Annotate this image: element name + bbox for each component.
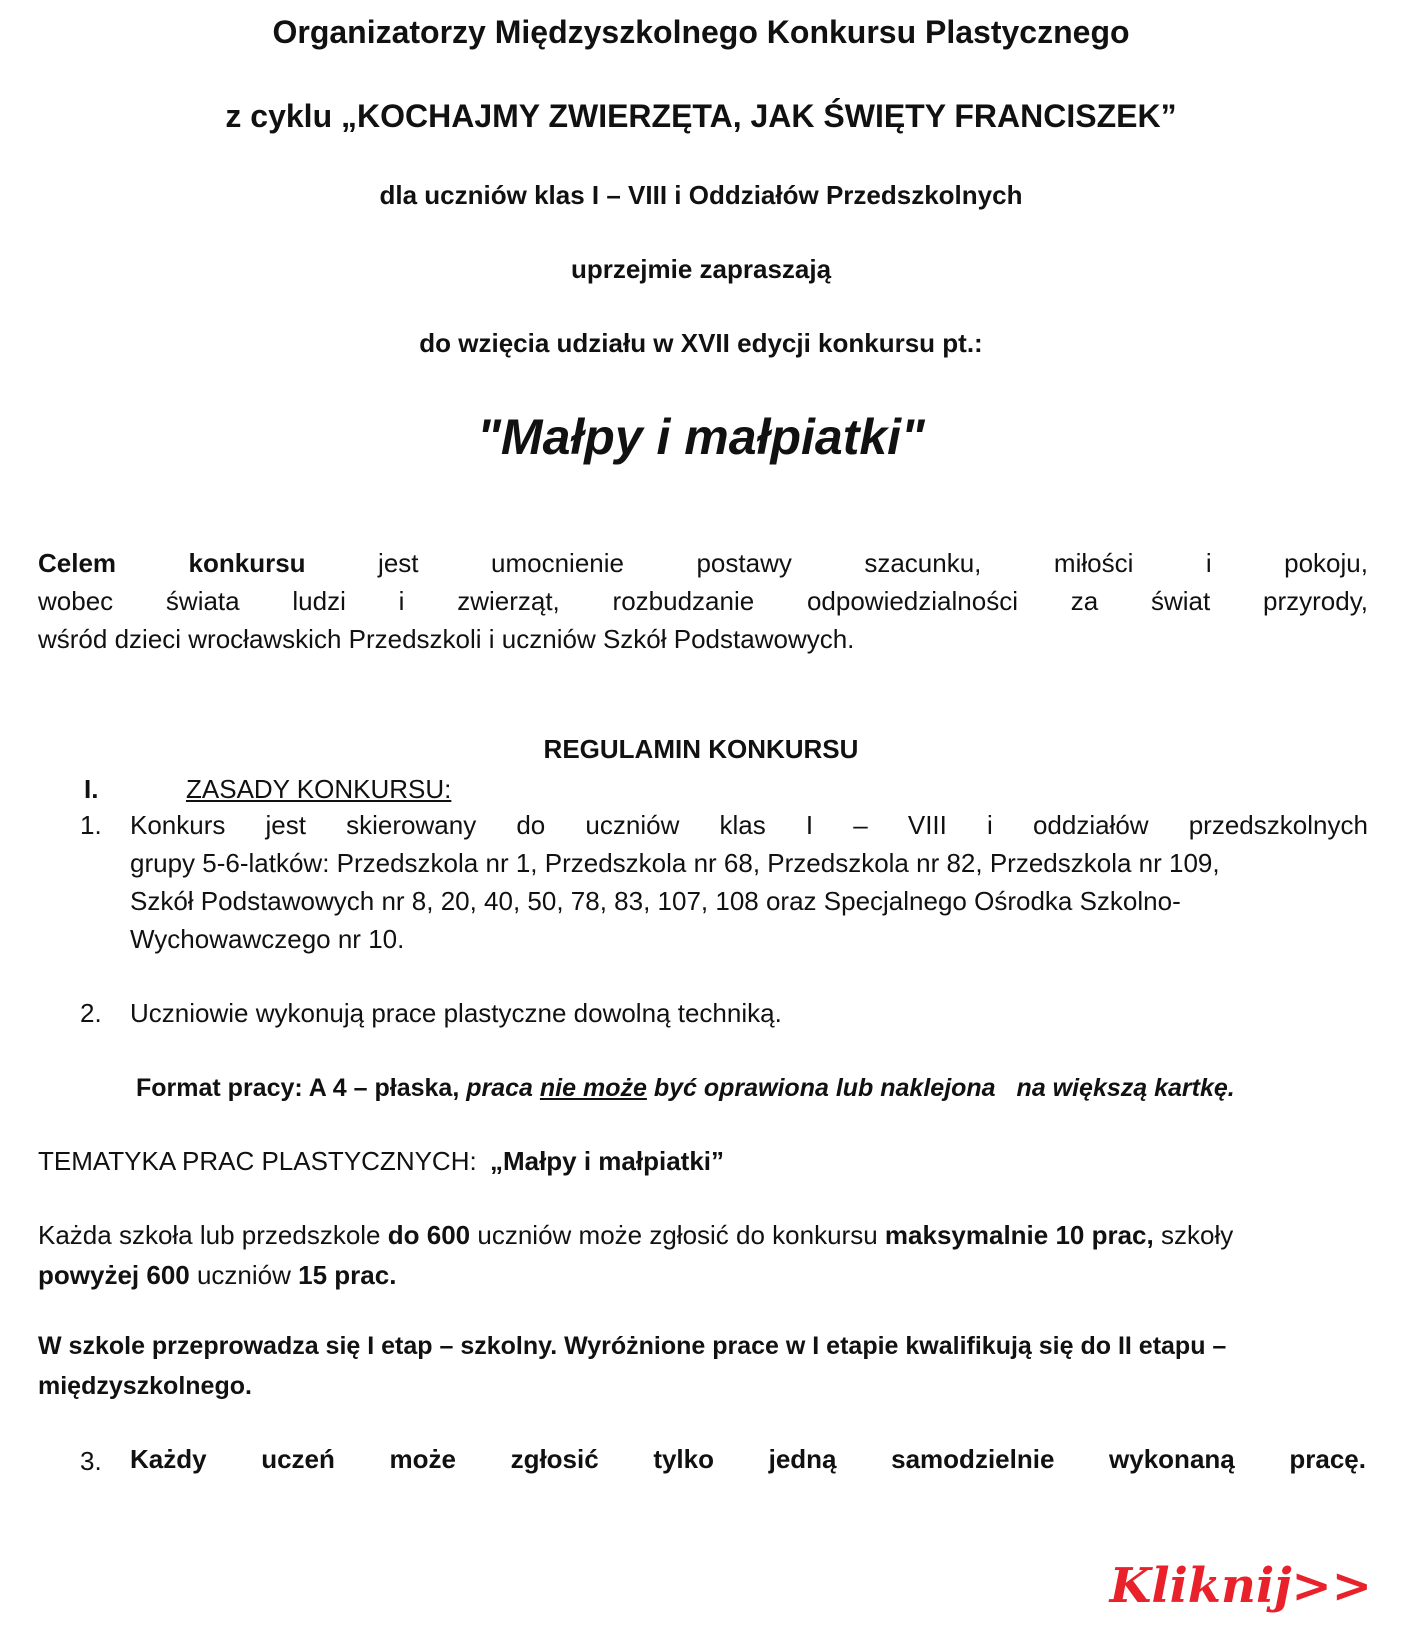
item-word: do xyxy=(516,810,546,840)
item-word: skierowany xyxy=(346,810,477,840)
goal-word: przyrody, xyxy=(1263,586,1368,616)
item-word: jest xyxy=(265,810,306,840)
item-2-number: 2. xyxy=(80,998,102,1028)
goal-word: postawy xyxy=(696,548,792,578)
goal-word: i xyxy=(1205,548,1212,578)
limit-e: szkoły xyxy=(1160,1220,1234,1250)
goal-line-3: wśród dzieci wrocławskich Przedszkoli i uczniów Szkół Podstawowych. xyxy=(38,624,855,654)
limit-f: powyżej 600 xyxy=(38,1260,190,1290)
item-word: wykonaną xyxy=(1109,1444,1235,1474)
section-title: ZASADY KONKURSU: xyxy=(186,774,452,804)
tematyka-line xyxy=(38,1146,724,1177)
goal-word: za xyxy=(1070,586,1099,616)
goal-word: rozbudzanie xyxy=(612,586,755,616)
goal-word: odpowiedzialności xyxy=(806,586,1018,616)
item-word: I xyxy=(805,810,814,840)
item-1-line-2: grupy 5-6-latków: Przedszkola nr 1, Przedszkola nr 68, Przedszkola nr 82, Przedszkola nr 109, xyxy=(130,848,1220,878)
goal-word: ludzi xyxy=(292,586,346,616)
goal-word: Celem xyxy=(38,548,117,578)
format-d: być oprawiona lub naklejona xyxy=(653,1074,996,1102)
item-2-text: Uczniowie wykonują prace plastyczne dowolną techniką. xyxy=(130,998,782,1028)
stage-line-2: międzyszkolnego. xyxy=(38,1372,252,1400)
goal-word: zwierząt, xyxy=(457,586,560,616)
tematyka-label: TEMATYKA PRAC PLASTYCZNYCH: xyxy=(38,1146,477,1176)
item-word: jedną xyxy=(768,1444,837,1474)
limit-a: Każda szkoła lub przedszkole xyxy=(38,1220,381,1250)
item-1-line-1 xyxy=(130,810,1368,841)
header-line-invite: uprzejmie zapraszają xyxy=(570,254,832,284)
item-word: klas xyxy=(719,810,766,840)
goal-word: wobec xyxy=(38,586,114,616)
goal-word: konkursu xyxy=(188,548,306,578)
format-c: nie może xyxy=(539,1074,647,1102)
kliknij-link[interactable]: Kliknij>> xyxy=(1109,1558,1372,1614)
header-line-organizers: Organizatorzy Międzyszkolnego Konkursu Plastycznego xyxy=(272,14,1130,50)
goal-line-2 xyxy=(38,586,1368,617)
limit-b: do 600 xyxy=(387,1220,471,1250)
item-word: oddziałów xyxy=(1032,810,1149,840)
item-word: przedszkolnych xyxy=(1188,810,1368,840)
contest-title: "Małpy i małpiatki" xyxy=(477,409,925,465)
header-line-edition: do wzięcia udziału w XVII edycji konkursu pt.: xyxy=(419,328,983,358)
item-word: – xyxy=(853,810,868,840)
format-line xyxy=(136,1074,1235,1103)
goal-word: jest xyxy=(378,548,419,578)
item-word: uczniów xyxy=(585,810,680,840)
item-word: uczeń xyxy=(261,1444,335,1474)
tematyka-value: „Małpy i małpiatki” xyxy=(489,1146,725,1176)
item-1-number: 1. xyxy=(80,810,102,840)
goal-word: miłości xyxy=(1053,548,1134,578)
item-3-number: 3. xyxy=(80,1446,102,1476)
item-word: może xyxy=(389,1444,456,1474)
item-word: tylko xyxy=(653,1444,714,1474)
item-word: Konkurs xyxy=(130,810,226,840)
goal-word: szacunku, xyxy=(864,548,982,578)
goal-word: pokoju, xyxy=(1284,548,1368,578)
goal-word: i xyxy=(398,586,405,616)
goal-word: świata xyxy=(165,586,240,616)
limit-d: maksymalnie 10 prac, xyxy=(884,1220,1154,1250)
stage-line-1: W szkole przeprowadza się I etap – szkolny. Wyróżnione prace w I etapie kwalifikują się do II etapu – xyxy=(38,1332,1227,1360)
goal-line-1 xyxy=(38,548,1368,579)
limit-h: 15 prac. xyxy=(298,1260,397,1290)
item-word: samodzielnie xyxy=(891,1444,1055,1474)
item-word: pracę. xyxy=(1289,1444,1366,1474)
limit-g: uczniów xyxy=(196,1260,291,1290)
goal-word: umocnienie xyxy=(491,548,624,578)
item-3-text xyxy=(130,1444,1366,1475)
rules-heading: REGULAMIN KONKURSU xyxy=(543,734,859,764)
format-b: praca xyxy=(466,1074,533,1102)
header-line-audience: dla uczniów klas I – VIII i Oddziałów Przedszkolnych xyxy=(379,180,1023,210)
header-line-cycle: z cyklu „KOCHAJMY ZWIERZĘTA, JAK ŚWIĘTY FRANCISZEK” xyxy=(225,98,1177,134)
item-word: zgłosić xyxy=(510,1444,599,1474)
limit-c: uczniów może zgłosić do konkursu xyxy=(477,1220,878,1250)
item-word: Każdy xyxy=(130,1444,207,1474)
limit-line-1 xyxy=(38,1220,1233,1251)
item-word: i xyxy=(987,810,993,840)
item-word: VIII xyxy=(907,810,947,840)
section-number: I. xyxy=(84,774,99,804)
item-1-line-3: Szkół Podstawowych nr 8, 20, 40, 50, 78, 83, 107, 108 oraz Specjalnego Ośrodka Szkolno- xyxy=(130,886,1181,916)
format-a: Format pracy: A 4 – płaska, xyxy=(136,1074,460,1102)
goal-word: świat xyxy=(1150,586,1211,616)
item-1-line-4: Wychowawczego nr 10. xyxy=(130,924,405,954)
limit-line-2 xyxy=(38,1260,396,1291)
format-e: na większą kartkę. xyxy=(1016,1074,1235,1102)
